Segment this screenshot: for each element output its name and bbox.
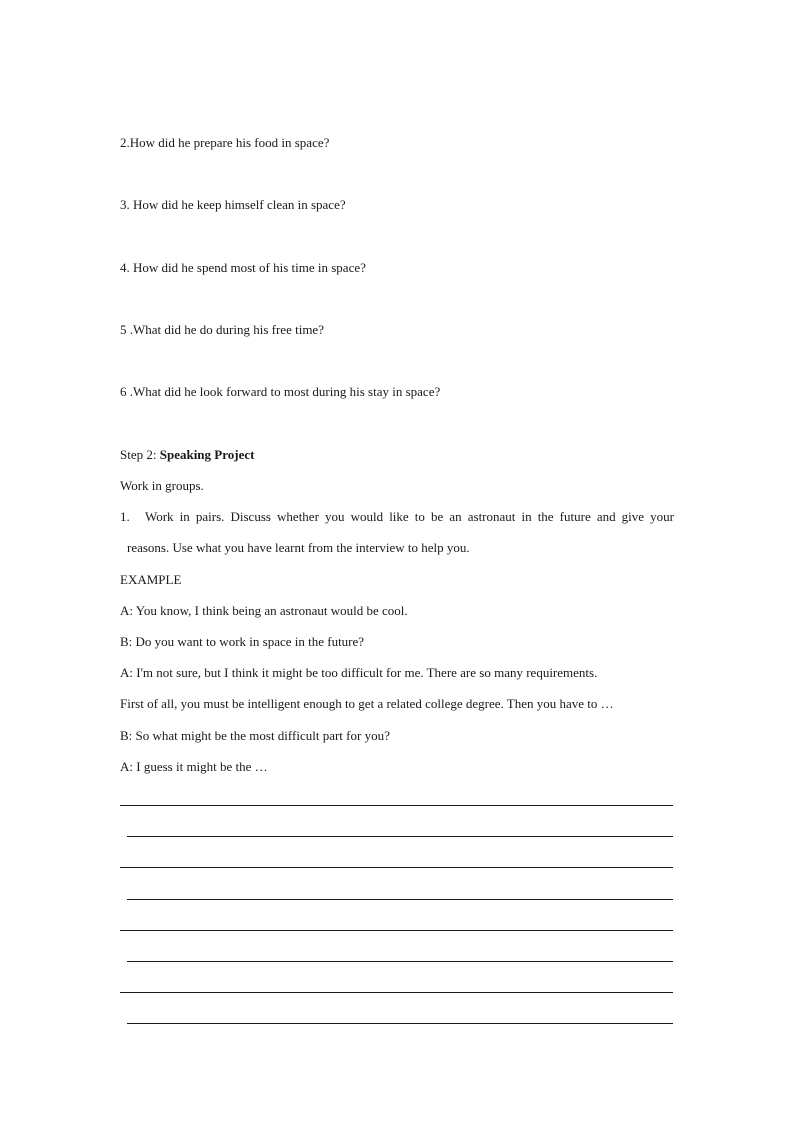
dialogue-line-2: B: Do you want to work in space in the future?: [120, 634, 365, 649]
question-4: 4. How did he spend most of his time in space?: [120, 260, 366, 275]
answer-line: [120, 992, 673, 993]
task-1-text: Work in pairs. Discuss whether you would like to be an astronaut in the future and give your: [145, 509, 674, 524]
question-6: 6 .What did he look forward to most during his stay in space?: [120, 384, 441, 399]
answer-line: [127, 836, 673, 837]
dialogue-line-4: First of all, you must be intelligent enough to get a related college degree. Then you have to …: [120, 696, 614, 711]
answer-line: [120, 930, 673, 931]
example-label: EXAMPLE: [120, 572, 182, 587]
question-5: 5 .What did he do during his free time?: [120, 322, 324, 337]
dialogue-line-1: A: You know, I think being an astronaut would be cool.: [120, 603, 408, 618]
task-1-number: 1.: [120, 509, 130, 524]
question-2: 2.How did he prepare his food in space?: [120, 135, 330, 150]
step-2-title: Speaking Project: [159, 447, 255, 462]
dialogue-line-3: A: I'm not sure, but I think it might be too difficult for me. There are so many requirements.: [120, 665, 598, 680]
answer-line: [127, 961, 673, 962]
step-2-heading: [120, 447, 254, 463]
answer-line: [120, 805, 673, 806]
dialogue-line-5: B: So what might be the most difficult part for you?: [120, 728, 390, 743]
question-3: 3. How did he keep himself clean in space?: [120, 197, 346, 212]
task-1-line-2: reasons. Use what you have learnt from the interview to help you.: [127, 540, 470, 555]
dialogue-line-6: A: I guess it might be the …: [120, 759, 268, 774]
answer-line: [127, 899, 673, 900]
step-2-label: Step 2:: [120, 447, 157, 462]
answer-line: [127, 1023, 673, 1024]
work-in-groups: Work in groups.: [120, 478, 204, 493]
answer-line: [120, 867, 673, 868]
task-1-line-1: [120, 509, 674, 525]
